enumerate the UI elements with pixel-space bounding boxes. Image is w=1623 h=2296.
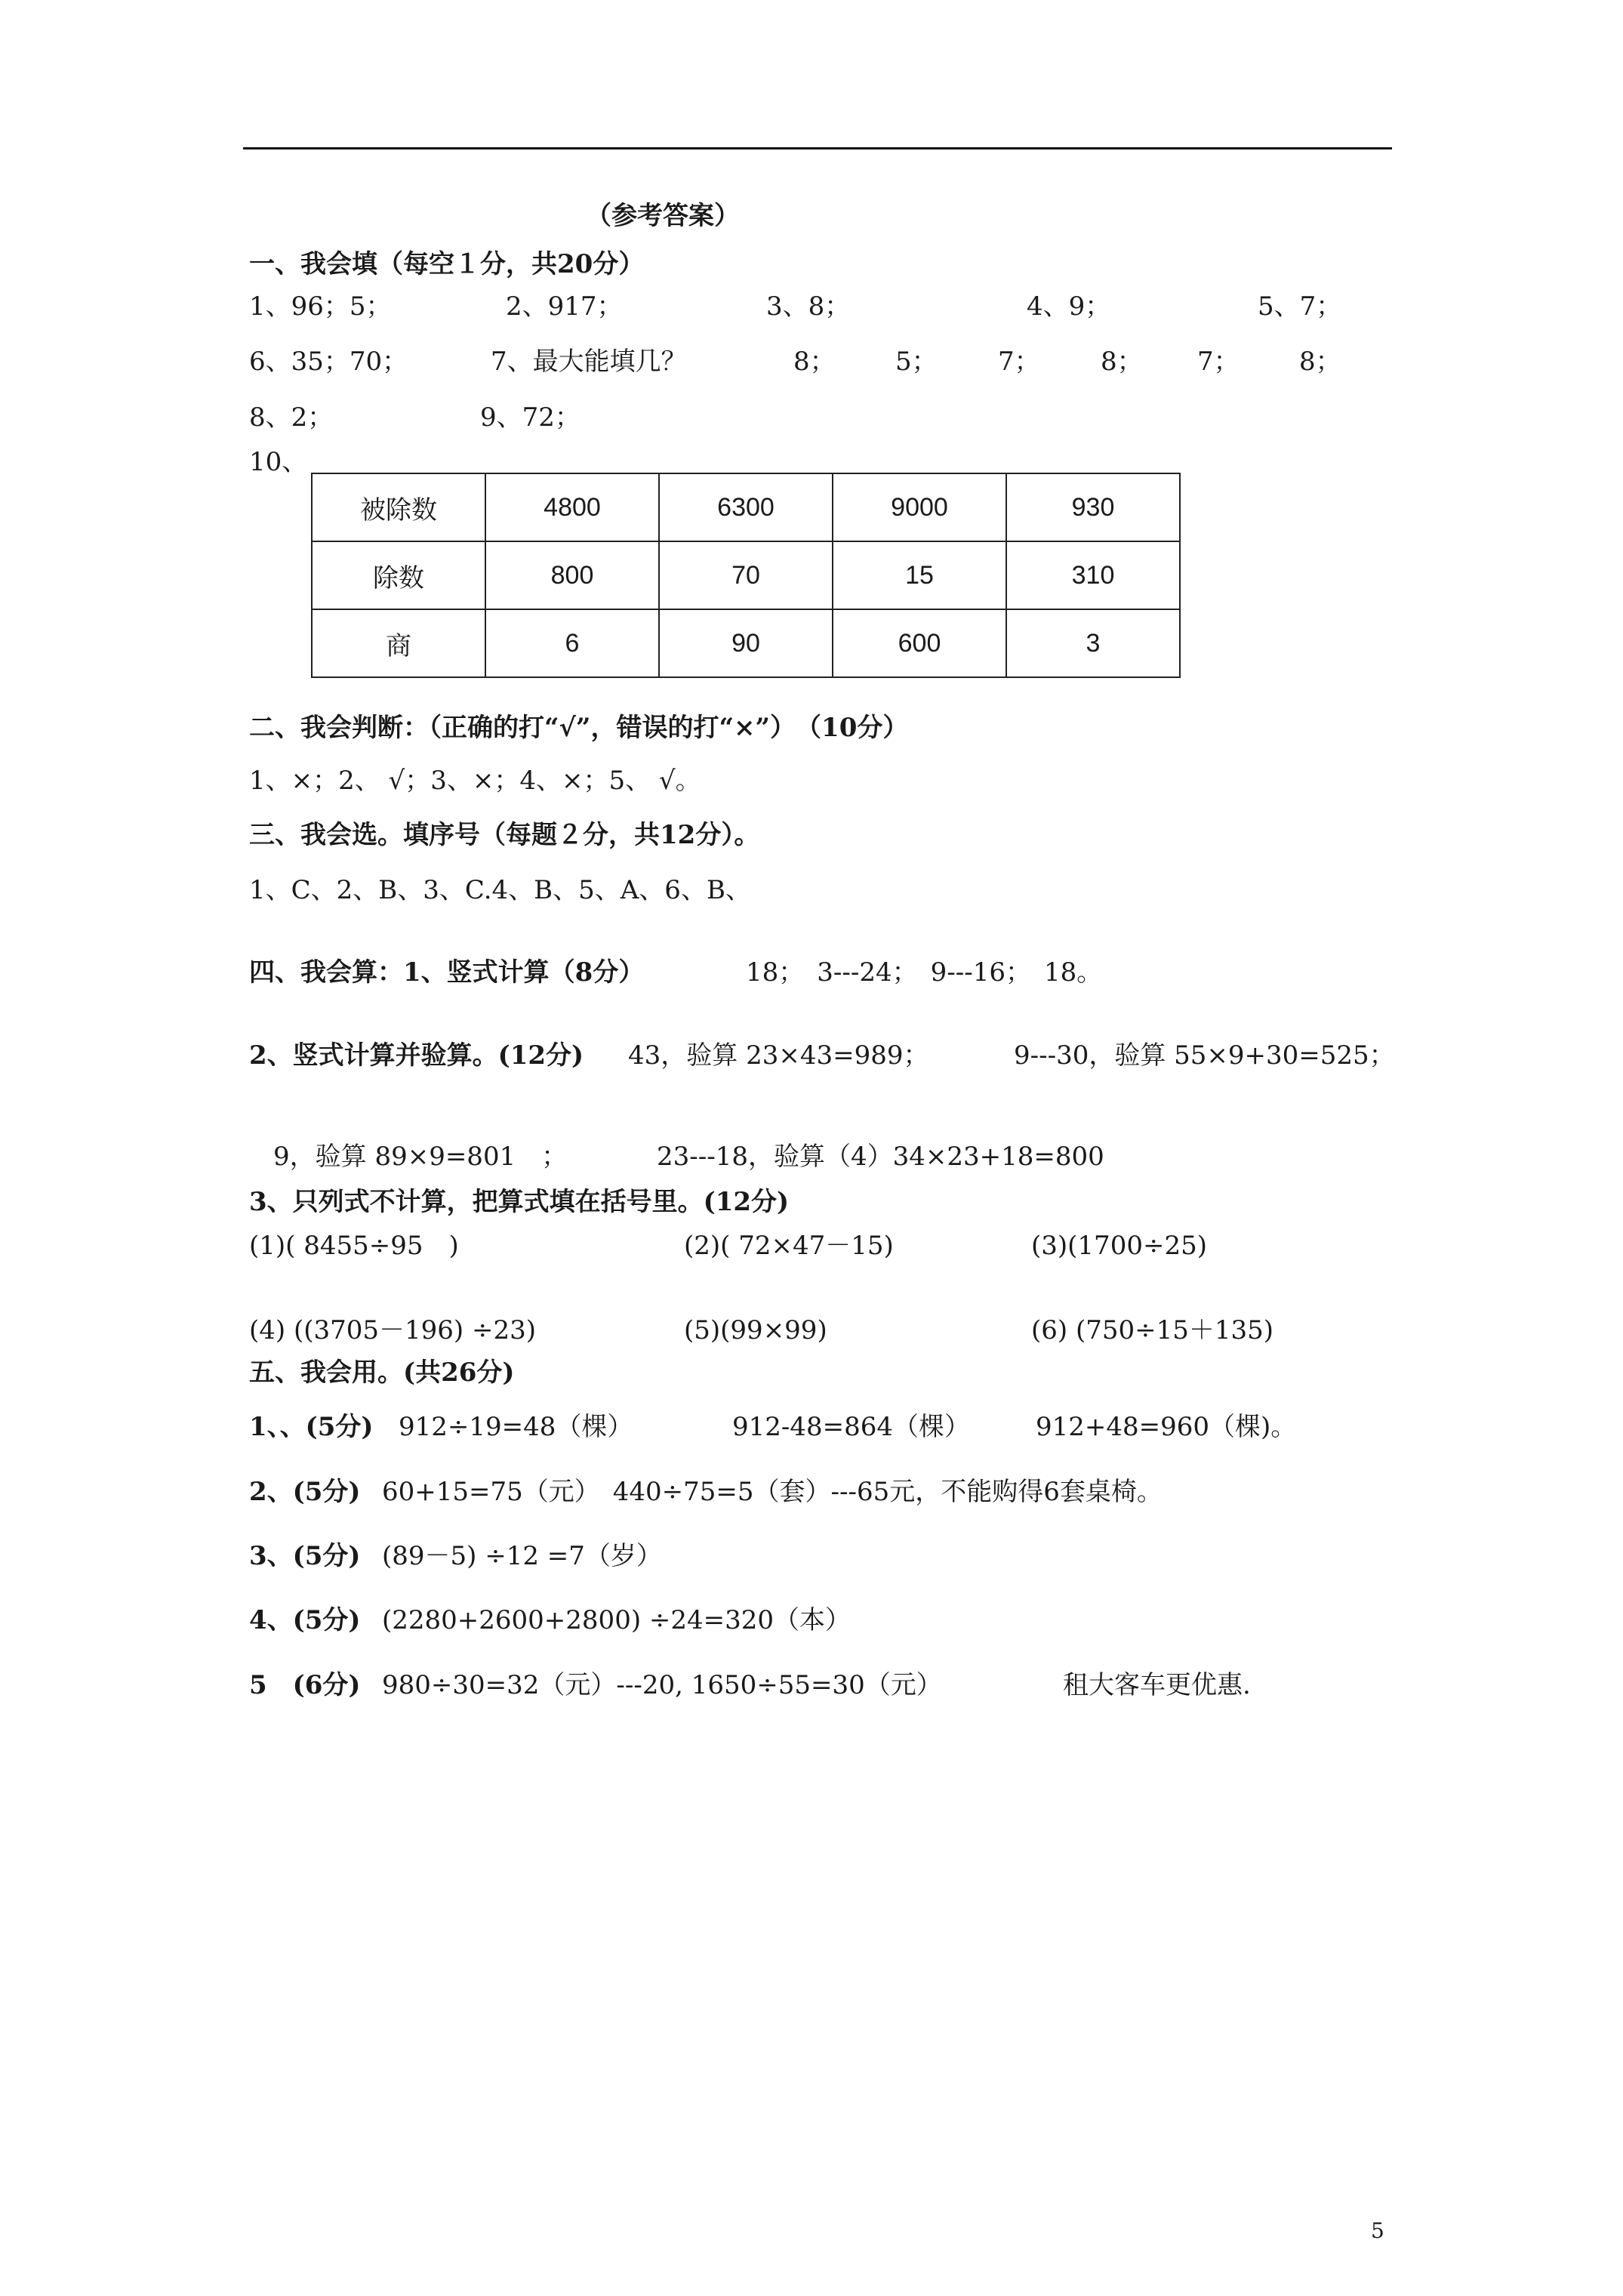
s1-r2-b: 7、最大能填几？ bbox=[491, 347, 687, 377]
s5-a1-c: 912+48=960（棵)。 bbox=[1036, 1412, 1297, 1442]
s5-a5-a: 980÷30=32（元）---20, 1650÷55=30（元） bbox=[382, 1670, 942, 1700]
table-cell: 6 bbox=[485, 609, 659, 677]
s1-r2-f: 8； bbox=[1101, 347, 1143, 377]
answer-key-title: （参考答案） bbox=[586, 201, 740, 231]
section3-heading: 三、我会选。填序号（每题２分，共12分）。 bbox=[249, 820, 760, 850]
section5-heading: 五、我会用。(共26分) bbox=[249, 1358, 515, 1388]
s5-a3-a: (89－5) ÷12 =7（岁） bbox=[382, 1541, 662, 1571]
s5-a1-a: 912÷19=48（棵） bbox=[399, 1412, 633, 1442]
s4-f6: (6) (750÷15＋135) bbox=[1031, 1315, 1274, 1345]
s4-l2-head: 2、竖式计算并验算。(12分) bbox=[249, 1040, 584, 1071]
table-cell: 310 bbox=[1006, 541, 1180, 609]
s5-a5-head: 5 (6分) bbox=[249, 1670, 361, 1700]
s5-a4-head: 4、(5分) bbox=[249, 1605, 361, 1635]
s1-r2-h: 8； bbox=[1299, 347, 1341, 377]
s5-a5-b: 租大客车更优惠. bbox=[1063, 1670, 1251, 1700]
table-cell: 15 bbox=[833, 541, 1006, 609]
table-cell: 9000 bbox=[833, 473, 1006, 541]
s5-a4-a: (2280+2600+2800) ÷24=320（本） bbox=[382, 1605, 852, 1635]
s1-r1-e: 5、7； bbox=[1258, 291, 1342, 322]
table-cell: 除数 bbox=[312, 541, 485, 609]
table-cell: 930 bbox=[1006, 473, 1180, 541]
table-cell: 800 bbox=[485, 541, 659, 609]
s4-l1-answers: 18； 3---24； 9---16； 18。 bbox=[746, 957, 1103, 988]
table-row bbox=[312, 473, 1180, 541]
s1-r2-e: 7； bbox=[998, 347, 1040, 377]
s1-r3-a: 8、2； bbox=[249, 402, 334, 433]
s5-a1-b: 912-48=864（棵） bbox=[732, 1412, 971, 1442]
s4-f5: (5)(99×99) bbox=[684, 1315, 827, 1345]
s5-a3-head: 3、(5分) bbox=[249, 1541, 361, 1571]
table-cell: 3 bbox=[1006, 609, 1180, 677]
section1-heading: 一、我会填（每空１分，共20分） bbox=[249, 249, 645, 279]
table-cell: 商 bbox=[312, 609, 485, 677]
s1-r1-a: 1、96；5； bbox=[249, 291, 392, 322]
s4-f1: (1)( 8455÷95 ) bbox=[249, 1231, 459, 1261]
s1-r1-b: 2、917； bbox=[506, 291, 623, 322]
section2-answer: 1、×；2、 √；3、×；4、×；5、 √。 bbox=[249, 766, 701, 796]
s4-f4: (4) ((3705－196) ÷23) bbox=[249, 1315, 537, 1345]
table-cell: 90 bbox=[659, 609, 833, 677]
s5-a2-head: 2、(5分) bbox=[249, 1477, 361, 1507]
s4-f2: (2)( 72×47－15) bbox=[684, 1231, 894, 1261]
s4-f3: (3)(1700÷25) bbox=[1031, 1231, 1207, 1261]
table-row bbox=[312, 609, 1180, 677]
table-cell: 70 bbox=[659, 541, 833, 609]
s5-a1-head: 1、、(5分) bbox=[249, 1412, 374, 1442]
header-rule bbox=[243, 147, 1392, 149]
s1-r2-d: 5； bbox=[895, 347, 938, 377]
section2-heading: 二、我会判断：（正确的打“√”，错误的打“×”） （10分） bbox=[249, 713, 909, 743]
s1-r2-c: 8； bbox=[793, 347, 836, 377]
s1-r1-d: 4、9； bbox=[1027, 291, 1111, 322]
s1-r2-g: 7； bbox=[1197, 347, 1240, 377]
section3-answer: 1、C、2、B、3、C.4、B、5、A、6、B、 bbox=[249, 875, 751, 905]
s4-l4-head: 3、只列式不计算，把算式填在括号里。(12分) bbox=[249, 1187, 790, 1217]
table-cell: 600 bbox=[833, 609, 1006, 677]
q10-label: 10、 bbox=[249, 447, 308, 477]
table-cell: 被除数 bbox=[312, 473, 485, 541]
page-number: 5 bbox=[1371, 2218, 1384, 2243]
s1-r2-a: 6、35；70； bbox=[249, 347, 408, 377]
division-table bbox=[311, 473, 1181, 678]
s4-l3-a: 9，验算 89×9=801 ； bbox=[273, 1142, 568, 1172]
table-cell: 6300 bbox=[659, 473, 833, 541]
s1-r3-b: 9、72； bbox=[480, 402, 581, 433]
table-cell: 4800 bbox=[485, 473, 659, 541]
s4-l2-b: 9---30，验算 55×9+30=525； bbox=[1014, 1040, 1395, 1071]
s4-l3-b: 23---18，验算（4）34×23+18=800 bbox=[657, 1142, 1104, 1172]
section4-heading: 四、我会算：1、竖式计算（8分） bbox=[249, 957, 645, 988]
table-row bbox=[312, 541, 1180, 609]
s5-a2-a: 60+15=75（元） 440÷75=5（套）---65元，不能购得6套桌椅。 bbox=[382, 1477, 1163, 1507]
s4-l2-a: 43，验算 23×43=989； bbox=[628, 1040, 929, 1071]
s1-r1-c: 3、8； bbox=[766, 291, 851, 322]
